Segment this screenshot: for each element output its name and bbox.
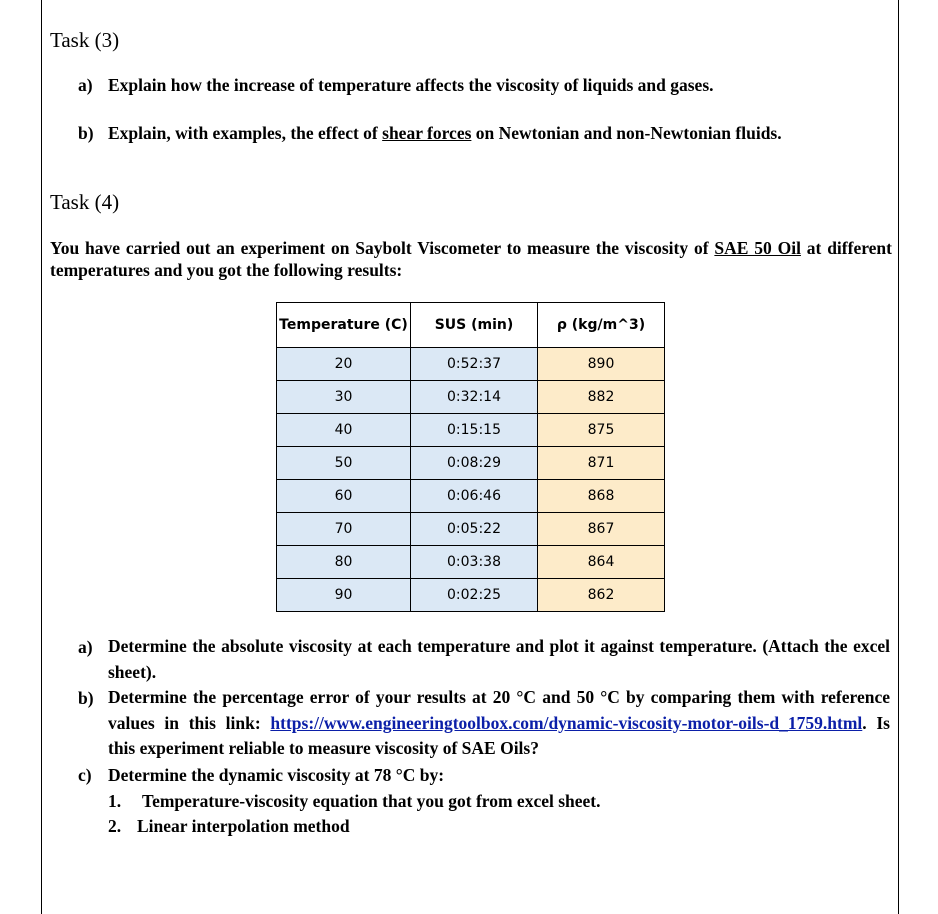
table-row bbox=[277, 447, 665, 480]
task3-item-a-marker: a) bbox=[78, 75, 93, 95]
task4-intro bbox=[50, 237, 892, 281]
table-row bbox=[277, 381, 665, 414]
cell-sus: 0:02:25 bbox=[411, 579, 538, 612]
task3-item-b-text bbox=[108, 123, 782, 144]
table-row bbox=[277, 546, 665, 579]
task3-item-b-text-start: Explain, with examples, the effect of bbox=[108, 123, 383, 143]
header-sus: SUS (min) bbox=[411, 303, 538, 348]
table-row bbox=[277, 480, 665, 513]
reference-link[interactable]: https://www.engineeringtoolbox.com/dynamic-viscosity-motor-oils-d_1759.html bbox=[270, 712, 863, 733]
cell-density: 864 bbox=[538, 546, 665, 579]
question-c-marker: c) bbox=[78, 765, 92, 785]
question-b-text bbox=[108, 685, 890, 762]
cell-temperature: 80 bbox=[277, 546, 411, 579]
header-density: ρ (kg/m^3) bbox=[538, 303, 665, 348]
cell-temperature: 40 bbox=[277, 414, 411, 447]
cell-sus: 0:08:29 bbox=[411, 447, 538, 480]
question-c-sub2-marker: 2. bbox=[108, 816, 122, 836]
cell-density: 882 bbox=[538, 381, 665, 414]
question-a-marker: a) bbox=[78, 637, 93, 657]
cell-temperature: 30 bbox=[277, 381, 411, 414]
question-a-text: Determine the absolute viscosity at each temperature and plot it against temperature. (Attach the excel sheet). bbox=[108, 636, 890, 682]
cell-temperature: 90 bbox=[277, 579, 411, 612]
cell-temperature: 20 bbox=[277, 348, 411, 381]
sae-50-oil-term: SAE 50 Oil bbox=[714, 238, 801, 258]
cell-sus: 0:52:37 bbox=[411, 348, 538, 381]
cell-temperature: 50 bbox=[277, 447, 411, 480]
cell-density: 890 bbox=[538, 348, 665, 381]
cell-sus: 0:03:38 bbox=[411, 546, 538, 579]
question-b-text-start: Determine the percentage error of your results at 20 °C and 50 °C by comparing them with reference values in this link: bbox=[108, 687, 890, 733]
task3-item-b-text-end: on Newtonian and non-Newtonian fluids. bbox=[471, 123, 782, 143]
cell-sus: 0:32:14 bbox=[411, 381, 538, 414]
cell-temperature: 60 bbox=[277, 480, 411, 513]
question-b-text-end: . Is this experiment reliable to measure viscosity of SAE Oils? bbox=[108, 712, 890, 758]
task3-title: Task (3) bbox=[50, 28, 120, 52]
cell-density: 862 bbox=[538, 579, 665, 612]
question-b-marker: b) bbox=[78, 688, 94, 708]
task4-intro-start: You have carried out an experiment on Saybolt Viscometer to measure the viscosity of bbox=[50, 238, 715, 258]
task3-item-b-marker: b) bbox=[78, 123, 94, 143]
task4-title: Task (4) bbox=[50, 190, 120, 214]
task4-intro-end: at different temperatures and you got the following results: bbox=[50, 238, 892, 280]
cell-sus: 0:05:22 bbox=[411, 513, 538, 546]
table-row bbox=[277, 513, 665, 546]
question-c-sub1-marker: 1. bbox=[108, 791, 122, 811]
cell-sus: 0:06:46 bbox=[411, 480, 538, 513]
table-header-row bbox=[277, 303, 665, 348]
cell-temperature: 70 bbox=[277, 513, 411, 546]
results-table bbox=[276, 302, 665, 612]
cell-density: 871 bbox=[538, 447, 665, 480]
cell-density: 875 bbox=[538, 414, 665, 447]
header-temperature: Temperature (C) bbox=[277, 303, 411, 348]
cell-density: 868 bbox=[538, 480, 665, 513]
question-c-text: Determine the dynamic viscosity at 78 °C by: bbox=[108, 765, 445, 785]
cell-sus: 0:15:15 bbox=[411, 414, 538, 447]
table-row bbox=[277, 579, 665, 612]
question-c-sub2-text: Linear interpolation method bbox=[137, 816, 350, 836]
shear-forces-term: shear forces bbox=[382, 123, 472, 143]
table-row bbox=[277, 348, 665, 381]
cell-density: 867 bbox=[538, 513, 665, 546]
table-row bbox=[277, 414, 665, 447]
question-c-sub1-text: Temperature-viscosity equation that you got from excel sheet. bbox=[142, 791, 601, 811]
task3-item-a-text: Explain how the increase of temperature affects the viscosity of liquids and gases. bbox=[108, 75, 714, 95]
